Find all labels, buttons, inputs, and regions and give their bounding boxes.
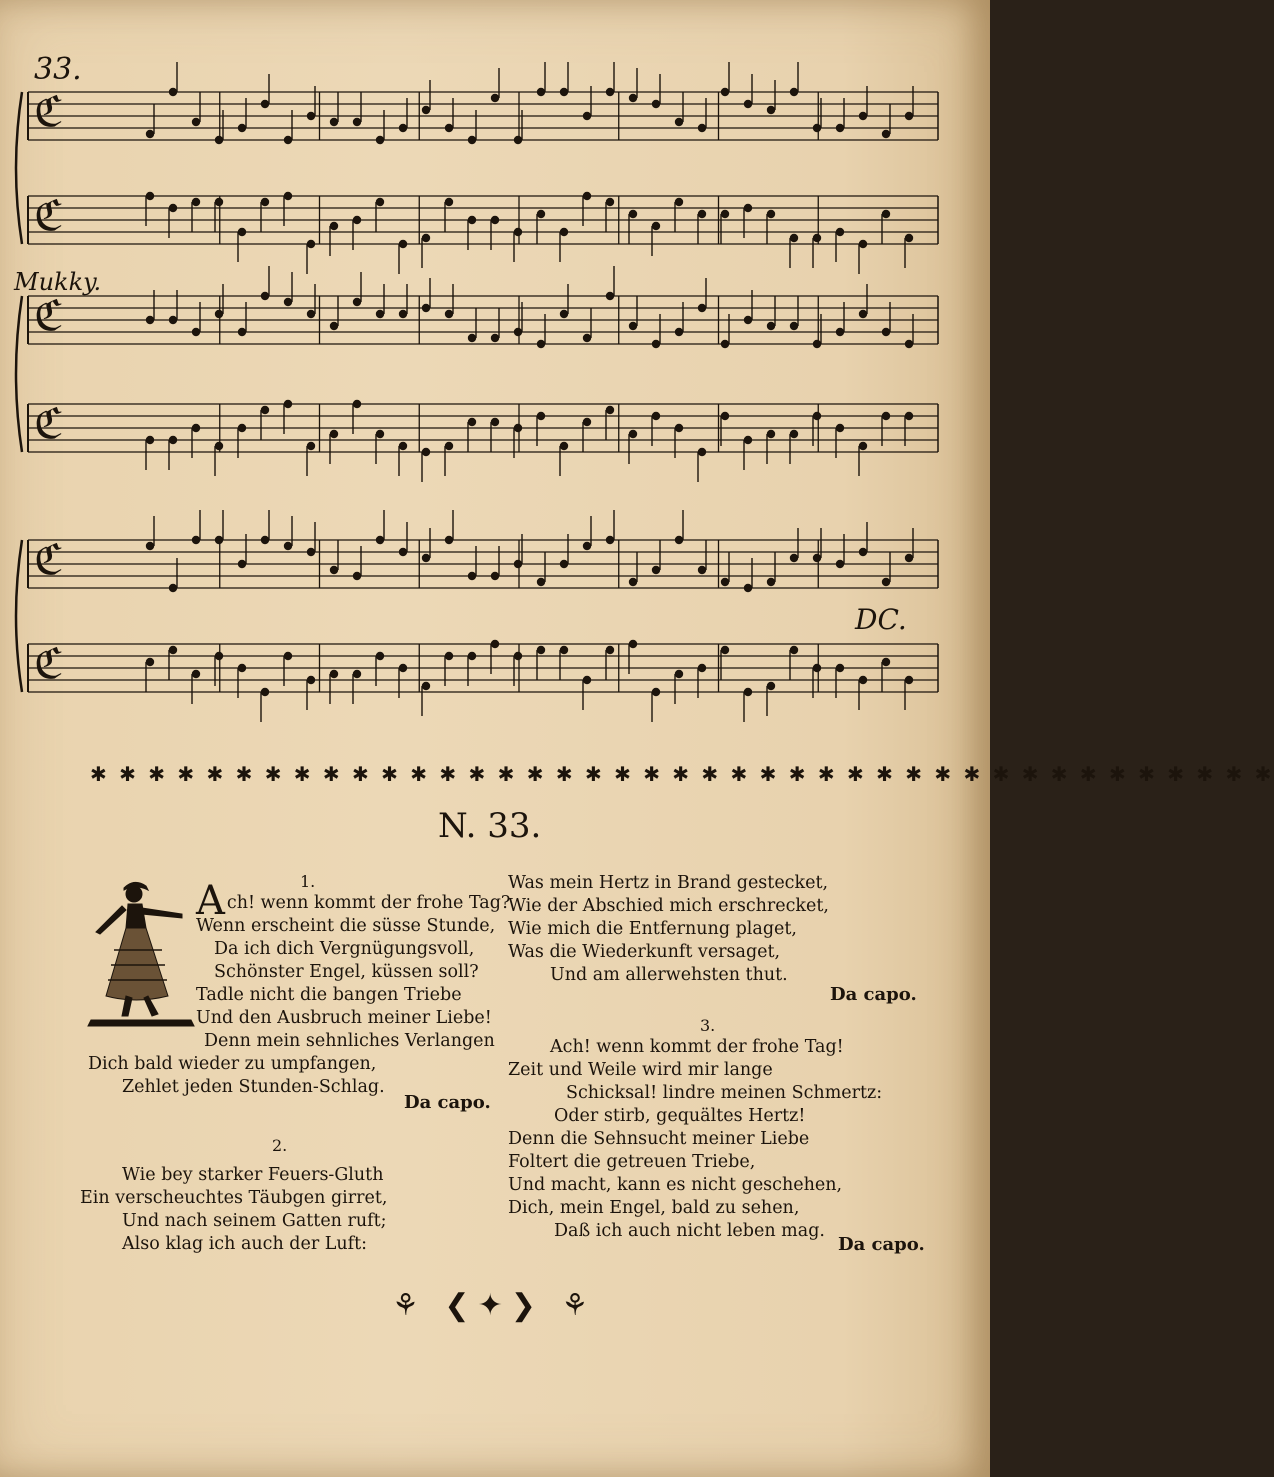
note-head [261,292,269,300]
note-head [698,124,706,132]
note-head [836,560,844,568]
note-head [284,652,292,660]
note-head [491,640,499,648]
note-head [330,430,338,438]
note-head [905,412,913,420]
note-head [767,682,775,690]
note-head [790,88,798,96]
verse-line: Zehlet jeden Stunden-Schlag. [122,1077,385,1097]
note-head [169,88,177,96]
clef-symbol: ℭ [34,191,64,240]
note-head [859,240,867,248]
note-head [399,124,407,132]
note-head [905,554,913,562]
note-head [606,646,614,654]
note-head [859,310,867,318]
note-head [468,136,476,144]
note-head [146,436,154,444]
verse-line: ch! wenn kommt der frohe Tag? [226,893,511,913]
verse-line: Da ich dich Vergnügungsvoll, [214,939,475,959]
note-head [445,310,453,318]
note-head [238,228,246,236]
note-head [859,442,867,450]
end-mark: DC. [855,603,907,636]
note-head [353,216,361,224]
note-head [284,400,292,408]
note-head [836,424,844,432]
verse-line: Also klag ich auch der Luft: [122,1234,368,1254]
note-head [675,328,683,336]
verse-1-dropcap: A [196,878,225,924]
note-head [146,192,154,200]
note-head [583,192,591,200]
note-head [537,646,545,654]
note-head [261,100,269,108]
note-head [652,340,660,348]
dancer-woodcut-icon [86,880,196,1030]
note-head [146,658,154,666]
verse-line: Schönster Engel, küssen soll? [214,962,479,982]
note-head [698,304,706,312]
note-head [629,322,637,330]
note-head [606,536,614,544]
clef-symbol: ℭ [34,291,64,340]
note-head [307,310,315,318]
song-number: N. 33. [438,806,542,846]
note-head [192,198,200,206]
part-label: Mukky. [14,268,102,296]
verse-2-dacapo: Da capo. [830,984,917,1005]
note-head [238,328,246,336]
note-head [583,334,591,342]
note-head [721,88,729,96]
note-head [284,136,292,144]
note-head [468,216,476,224]
note-head [169,316,177,324]
music-score [0,0,990,740]
note-head [376,652,384,660]
note-head [192,118,200,126]
verse-3-dacapo: Da capo. [838,1234,925,1255]
note-head [376,136,384,144]
note-head [767,322,775,330]
note-head [468,572,476,580]
clef-symbol: ℭ [34,399,64,448]
note-head [905,112,913,120]
clef-symbol: ℭ [34,535,64,584]
note-head [790,430,798,438]
note-head [491,216,499,224]
verse-line: Dich bald wieder zu umpfangen, [88,1054,377,1074]
note-head [514,228,522,236]
note-head [422,304,430,312]
verse-line: Und den Ausbruch meiner Liebe! [196,1008,492,1028]
note-head [330,322,338,330]
note-head [905,340,913,348]
note-head [790,322,798,330]
note-head [675,424,683,432]
note-head [836,228,844,236]
note-head [836,664,844,672]
note-head [445,536,453,544]
note-head [813,340,821,348]
verse-line: Und am allerwehsten thut. [550,965,788,985]
note-head [905,234,913,242]
note-head [767,210,775,218]
note-head [698,448,706,456]
note-head [813,234,821,242]
note-head [330,670,338,678]
verse-2-body-b [508,872,829,987]
note-head [445,124,453,132]
note-head [813,664,821,672]
clef-symbol: ℭ [34,639,64,688]
note-head [813,412,821,420]
note-head [560,228,568,236]
note-head [744,316,752,324]
verse-3-number: 3. [700,1016,716,1035]
note-head [376,198,384,206]
note-head [629,94,637,102]
note-head [606,198,614,206]
note-head [583,418,591,426]
note-head [698,210,706,218]
note-head [146,542,154,550]
note-head [307,112,315,120]
note-head [468,418,476,426]
verse-line: Wenn erscheint die süsse Stunde, [196,916,496,936]
note-head [399,442,407,450]
note-head [721,210,729,218]
verse-line: Schicksal! lindre meinen Schmertz: [566,1083,883,1103]
system-brace [16,540,22,692]
note-head [744,688,752,696]
note-head [790,646,798,654]
note-head [537,88,545,96]
note-head [813,124,821,132]
note-head [560,88,568,96]
note-head [422,106,430,114]
note-head [882,578,890,586]
note-head [399,548,407,556]
note-head [169,584,177,592]
note-head [652,412,660,420]
note-head [744,100,752,108]
verse-1-body-a [196,915,495,1053]
note-head [882,328,890,336]
note-head [514,136,522,144]
note-head [284,298,292,306]
note-head [422,234,430,242]
note-head [859,548,867,556]
verse-line: Oder stirb, gequältes Hertz! [554,1106,806,1126]
note-head [146,316,154,324]
note-head [744,436,752,444]
note-head [836,124,844,132]
note-head [721,646,729,654]
note-head [399,240,407,248]
note-head [422,448,430,456]
note-head [514,560,522,568]
note-head [583,542,591,550]
note-head [169,204,177,212]
note-head [353,400,361,408]
verse-2-body-a [80,1164,387,1256]
note-head [790,234,798,242]
note-head [284,192,292,200]
note-head [261,688,269,696]
note-head [629,210,637,218]
verse-1-number: 1. [300,872,316,891]
note-head [353,298,361,306]
note-head [261,198,269,206]
note-head [675,198,683,206]
note-head [215,442,223,450]
note-head [629,430,637,438]
verse-line: Wie der Abschied mich erschrecket, [508,896,829,916]
verse-line: Wie bey starker Feuers-Gluth [122,1165,384,1185]
note-head [399,664,407,672]
note-head [882,658,890,666]
verse-line: Und macht, kann es nicht geschehen, [508,1175,843,1195]
ornament-icon: ⚘ ❮✦❯ ⚘ [392,1288,597,1323]
page-number: 33. [34,52,82,87]
note-head [767,430,775,438]
verse-1-body-b [88,1053,385,1099]
verse-line: Und nach seinem Gatten ruft; [122,1211,387,1231]
verse-line: Was die Wiederkunft versaget, [508,942,781,962]
note-head [790,554,798,562]
note-head [629,640,637,648]
note-head [583,676,591,684]
note-head [238,424,246,432]
note-head [284,542,292,550]
note-head [468,334,476,342]
note-head [606,292,614,300]
note-head [330,222,338,230]
note-head [882,130,890,138]
note-head [307,676,315,684]
note-head [905,676,913,684]
note-head [261,406,269,414]
note-head [675,536,683,544]
note-head [767,106,775,114]
verse-line: Ein verscheuchtes Täubgen girret, [80,1188,388,1208]
verse-line: Denn mein sehnliches Verlangen [204,1031,495,1051]
note-head [376,536,384,544]
note-head [514,424,522,432]
note-head [307,240,315,248]
note-head [675,118,683,126]
note-head [721,412,729,420]
note-head [813,554,821,562]
note-head [192,670,200,678]
verse-line: Zeit und Weile wird mir lange [508,1060,773,1080]
note-head [330,118,338,126]
note-head [215,198,223,206]
note-head [307,548,315,556]
note-head [560,310,568,318]
note-head [376,310,384,318]
note-head [560,442,568,450]
note-head [353,572,361,580]
verse-2-number: 2. [272,1136,288,1155]
note-head [537,340,545,348]
note-head [330,566,338,574]
note-head [215,310,223,318]
note-head [468,652,476,660]
note-head [652,566,660,574]
note-head [169,436,177,444]
verse-line: Foltert die getreuen Triebe, [508,1152,756,1172]
note-head [215,536,223,544]
note-head [445,652,453,660]
note-head [514,652,522,660]
note-head [836,328,844,336]
note-head [491,418,499,426]
note-head [353,670,361,678]
note-head [491,334,499,342]
note-head [376,430,384,438]
note-head [882,412,890,420]
note-head [192,424,200,432]
verse-line: Ach! wenn kommt der frohe Tag! [550,1037,844,1057]
note-head [491,94,499,102]
note-head [422,554,430,562]
note-head [744,204,752,212]
note-head [652,222,660,230]
note-head [445,442,453,450]
note-head [629,578,637,586]
note-head [238,560,246,568]
note-head [399,310,407,318]
note-head [560,560,568,568]
note-head [652,100,660,108]
verse-line: Was mein Hertz in Brand gestecket, [508,873,829,893]
system-brace [16,296,22,452]
note-head [721,578,729,586]
verse-3-body [508,1036,882,1243]
note-head [537,578,545,586]
note-head [353,118,361,126]
verse-1-head [196,878,511,924]
note-head [192,536,200,544]
verse-1-dacapo: Da capo. [404,1092,491,1113]
note-head [606,406,614,414]
system-brace [16,92,22,244]
verse-line: Dich, mein Engel, bald zu sehen, [508,1198,800,1218]
note-head [675,670,683,678]
note-head [537,412,545,420]
note-head [698,664,706,672]
verse-line: Wie mich die Entfernung plaget, [508,919,797,939]
note-head [491,572,499,580]
note-head [606,88,614,96]
note-head [859,112,867,120]
note-head [445,198,453,206]
separator-stars: ✱ ✱ ✱ ✱ ✱ ✱ ✱ ✱ ✱ ✱ ✱ ✱ ✱ ✱ ✱ ✱ ✱ ✱ ✱ ✱ ✱ ✱ ✱ ✱ ✱ ✱ ✱ ✱ ✱ ✱ ✱ ✱ ✱ ✱ ✱ ✱ ✱ ✱ ✱ ✱ ✱ [90,762,1274,786]
note-head [537,210,545,218]
note-head [215,136,223,144]
note-head [307,442,315,450]
note-head [192,328,200,336]
clef-symbol: ℭ [34,87,64,136]
note-head [583,112,591,120]
note-head [169,646,177,654]
note-head [882,210,890,218]
note-head [560,646,568,654]
note-head [422,682,430,690]
verse-line: Denn die Sehnsucht meiner Liebe [508,1129,810,1149]
note-head [215,652,223,660]
note-head [767,578,775,586]
note-head [261,536,269,544]
note-head [859,676,867,684]
note-head [744,584,752,592]
note-head [721,340,729,348]
verse-line: Tadle nicht die bangen Triebe [196,985,462,1005]
note-head [238,124,246,132]
verse-line: Daß ich auch nicht leben mag. [554,1221,825,1241]
note-head [238,664,246,672]
note-head [652,688,660,696]
note-head [698,566,706,574]
note-head [146,130,154,138]
note-head [514,328,522,336]
